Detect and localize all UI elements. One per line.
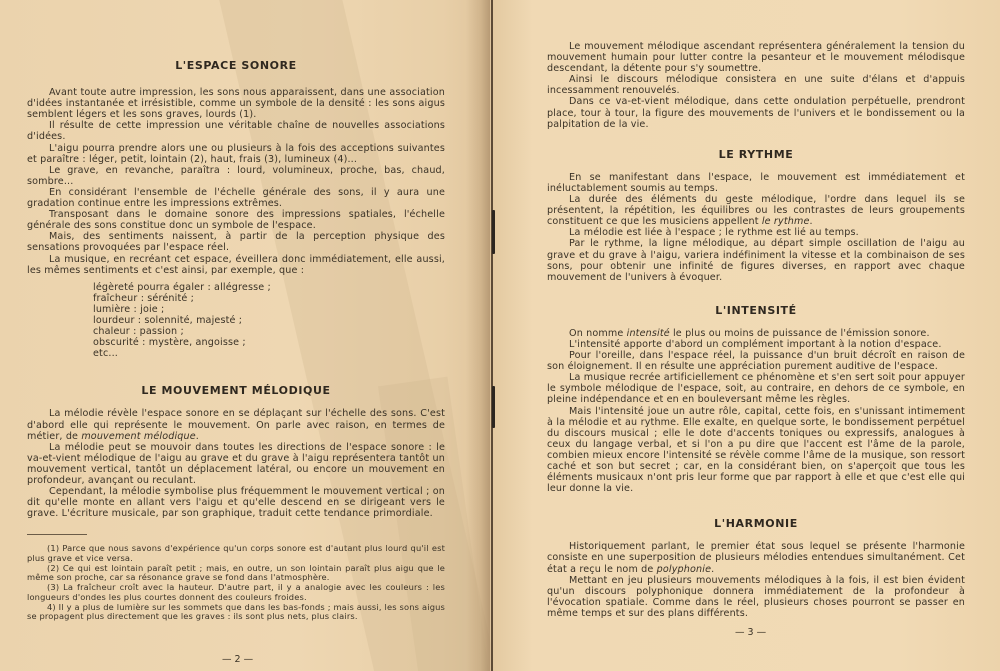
paragraph: La musique, en recréant cet espace, éveillera donc immédiatement, elle aussi, les mêmes sentiments et c'est ainsi, par exemple, que : bbox=[27, 253, 445, 276]
footnote: (2) Ce qui est lointain paraît petit ; mais, en outre, un son lointain paraît plus aigu que le même son proche, car sa résonance grave se fond dans l'atmosphère. bbox=[27, 562, 445, 583]
paragraph: L'aigu pourra prendre alors une ou plusieurs à la fois des acceptions suivantes et paraître : léger, petit, lointain (2), haut, frais (3), lumineux (4)... bbox=[27, 142, 445, 165]
paragraph: Cependant, la mélodie symbolise plus fréquemment le mouvement vertical ; on dit qu'elle monte en allant vers l'aigu et qu'elle descend en se dirigeant vers le grave. L'écriture musicale, par son graphique, traduit cette tendance primordiale. bbox=[27, 486, 445, 520]
emphasis-text: mouvement mélodique bbox=[81, 430, 196, 442]
gutter-shadow bbox=[466, 0, 490, 671]
right-page bbox=[492, 0, 1000, 671]
list-item: obscurité : mystère, angoisse ; bbox=[93, 337, 246, 349]
section-title-harmonie: L'HARMONIE bbox=[714, 517, 798, 531]
paragraph: Par le rythme, la ligne mélodique, au départ simple oscillation de l'aigu au grave et du grave à l'aigu, variera indéfiniment la vitesse et la combinaison de ses sons, pour obtenir une infinité de figures diverses, en rapport avec chaque mouvement de l'univers à évoquer. bbox=[547, 238, 965, 283]
footnote: (1) Parce que nous savons d'expérience qu'un corps sonore est d'autant plus lourd qu'il est plus grave et vice versa. bbox=[27, 543, 445, 564]
paragraph: Il résulte de cette impression une véritable chaîne de nouvelles associations d'idées. bbox=[27, 120, 445, 143]
section-title-mouvement-melodique: LE MOUVEMENT MÉLODIQUE bbox=[141, 384, 331, 398]
paragraph: La mélodie est liée à l'espace ; le rythme est lié au temps. bbox=[569, 227, 859, 239]
paragraph: La mélodie révèle l'espace sonore en se déplaçant sur l'échelle des sons. C'est d'abord elle qui représente le mouvement. On parle avec raison, en termes de métier, de mouvement mélodique. bbox=[27, 408, 445, 442]
paragraph: Mais l'intensité joue un autre rôle, capital, cette fois, en s'unissant intimement à la mélodie et au rythme. Elle exalte, en quelque sorte, le bondissement perpétuel du discours musical ; elle le dote d'accents toniques ou expressifs, analogues à ceux du langage verbal, et si l'on a pu dire que l'accent est l'âme de la parole, combien mieux encore l'intensité se révèle comme l'âme de la musique, son ressort caché et son but secret ; car, en la considérant bien, on s'aperçoit que tous les éléments musicaux n'ont pris leur forme que par rapport à elle et que c'est elle qui leur donne la vie. bbox=[547, 405, 965, 495]
section-title-rythme: LE RYTHME bbox=[718, 147, 794, 161]
paragraph: Le mouvement mélodique ascendant représentera généralement la tension du mouvement humain pour lutter contre la pesanteur et le mouvement mélodisque descendant, la détente pour s'y soumettre. bbox=[547, 41, 965, 75]
paragraph: En se manifestant dans l'espace, le mouvement est immédiatement et inéluctablement soumis au temps. bbox=[547, 171, 965, 194]
section-title-intensite: L'INTENSITÉ bbox=[715, 303, 797, 317]
paragraph: La durée des éléments du geste mélodique, l'ordre dans lequel ils se présentent, la répétition, les équilibres ou les contrastes de leurs groupements constituent ce que les musiciens appellent le rythme. bbox=[547, 194, 965, 228]
paragraph: Dans ce va-et-vient mélodique, dans cette ondulation perpétuelle, prendront place, tour à tour, la figure des mouvements de l'univers et le bondissement ou la palpitation de la vie. bbox=[547, 96, 965, 130]
book-spine bbox=[491, 0, 493, 671]
section-title-espace-sonore: L'ESPACE SONORE bbox=[175, 59, 297, 72]
page-number: — 2 — bbox=[222, 654, 254, 665]
paragraph: Avant toute autre impression, les sons nous apparaissent, dans une association d'idées instantanée et irrésistible, comme un symbole de la densité : les sons aigus semblent légers et les sons graves, lourds (1). bbox=[27, 87, 445, 121]
list-item: etc... bbox=[93, 348, 118, 360]
paragraph: Pour l'oreille, dans l'espace réel, la puissance d'un bruit décroît en raison de son éloignement. Il en résulte une appréciation purement auditive de l'espace. bbox=[547, 350, 965, 373]
list-item: lourdeur : solennité, majesté ; bbox=[93, 314, 243, 326]
emphasis-text: le rythme bbox=[761, 216, 810, 228]
footnotes bbox=[27, 544, 445, 622]
associations-list bbox=[93, 282, 445, 360]
list-item: fraîcheur : sérénité ; bbox=[93, 292, 195, 304]
paragraph: La musique recrée artificiellement ce phénomène et s'en sert soit pour appuyer le symbole mélodique de l'espace, soit, au contraire, en dehors de ce symbole, en pleine indépendance et en en bouleversant même les règles. bbox=[547, 372, 965, 406]
list-item: lumière : joie ; bbox=[93, 303, 165, 315]
staple-icon bbox=[492, 210, 495, 254]
emphasis-text: polyphonie bbox=[656, 563, 712, 575]
list-item: chaleur : passion ; bbox=[93, 326, 184, 338]
list-item: légèreté pourra égaler : allégresse ; bbox=[93, 281, 271, 293]
staple-icon bbox=[492, 386, 495, 428]
paragraph: La mélodie peut se mouvoir dans toutes les directions de l'espace sonore : le va-et-vient mélodique de l'aigu au grave et du grave à l'aigu représentera tantôt un mouvement vertical, tantôt un déplacement latéral, ou encore un mouvement en profondeur, avançant ou reculant. bbox=[27, 441, 445, 486]
page-number: — 3 — bbox=[735, 627, 767, 638]
paragraph: Historiquement parlant, le premier état sous lequel se présente l'harmonie consiste en une superposition de plusieurs mélodies entendues simultanément. Cet état a reçu le nom de polyphonie. bbox=[547, 541, 965, 575]
emphasis-text: intensité bbox=[626, 327, 670, 339]
footnote-divider bbox=[27, 534, 87, 535]
paragraph: Mais, des sentiments naissent, à partir de la perception physique des sensations provoquées par l'espace réel. bbox=[27, 231, 445, 254]
left-page bbox=[0, 0, 492, 671]
paragraph: On nomme intensité le plus ou moins de puissance de l'émission sonore. bbox=[569, 327, 930, 339]
paragraph: Le grave, en revanche, paraîtra : lourd, volumineux, proche, bas, chaud, sombre... bbox=[27, 164, 445, 187]
left-page-text bbox=[27, 60, 445, 622]
paragraph: L'intensité apporte d'abord un complément important à la notion d'espace. bbox=[569, 338, 942, 350]
paragraph: Transposant dans le domaine sonore des impressions spatiales, l'échelle générale des sons constitue donc un symbole de l'espace. bbox=[27, 209, 445, 232]
paragraph: En considérant l'ensemble de l'échelle générale des sons, il y aura une gradation continue entre les impressions extrêmes. bbox=[27, 186, 445, 210]
footnote: 4) Il y a plus de lumière sur les sommets que dans les bas-fonds ; mais aussi, les sons aigus se propagent plus directement que les graves : ils sont plus nets, plus clairs. bbox=[27, 601, 445, 622]
paragraph: Mettant en jeu plusieurs mouvements mélodiques à la fois, il est bien évident qu'un discours polyphonique donnera immédiatement de la profondeur à l'évocation spatiale. Comme dans le réel, plusieurs choses pourront se passer en même temps et sur des plans différents. bbox=[547, 574, 965, 619]
paragraph: Ainsi le discours mélodique consistera en une suite d'élans et d'appuis incessamment renouvelés. bbox=[547, 74, 965, 97]
footnote: (3) La fraîcheur croît avec la hauteur. D'autre part, il y a analogie avec les couleurs : les longueurs d'ondes les plus courtes donnent des couleurs froides. bbox=[27, 582, 445, 602]
right-page-text bbox=[547, 41, 965, 619]
